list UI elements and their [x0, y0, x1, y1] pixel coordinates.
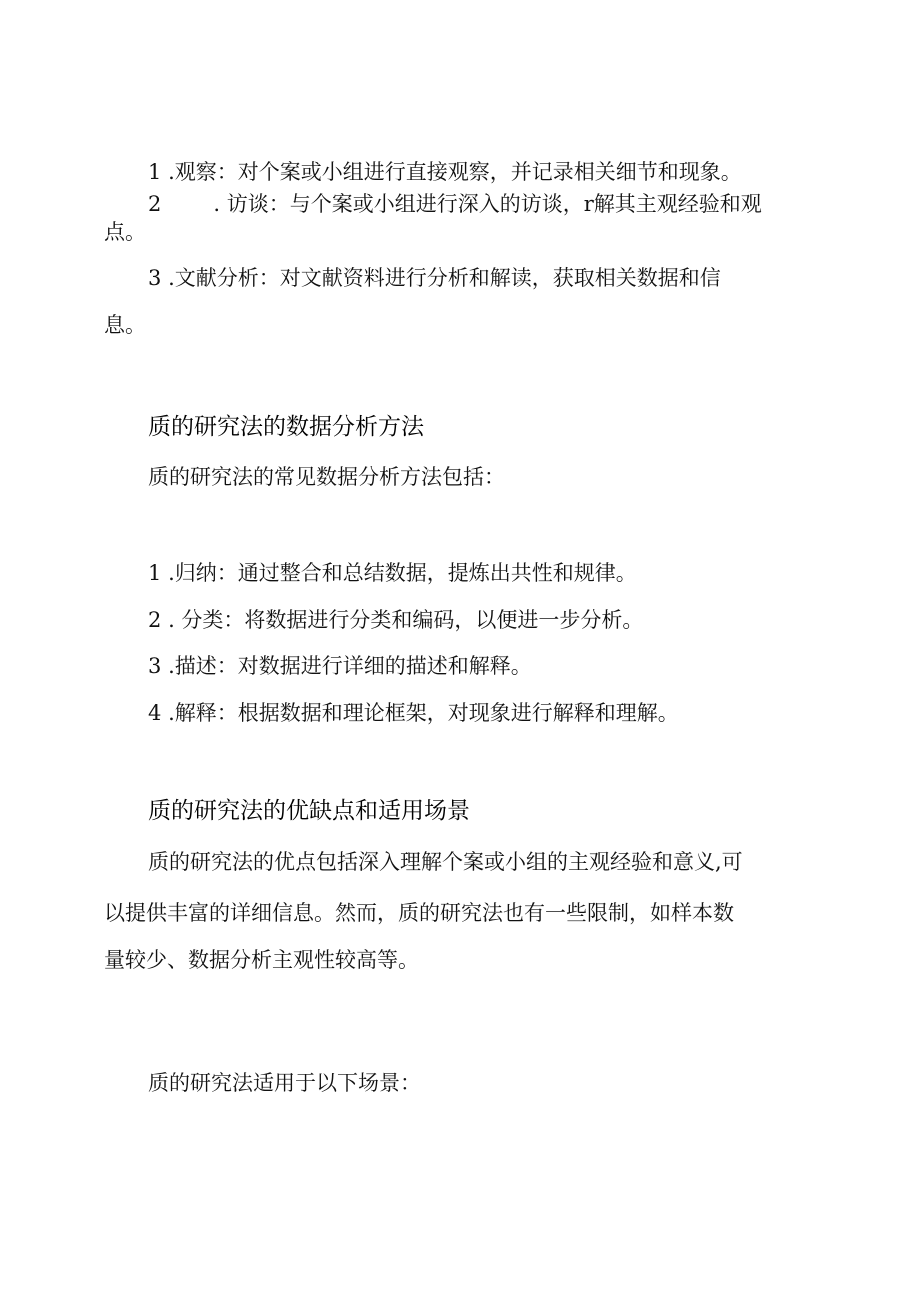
section-heading: 质的研究法的数据分析方法	[148, 414, 424, 440]
list-item	[148, 159, 742, 185]
list-item	[148, 265, 721, 291]
item-number: 2	[148, 608, 162, 632]
paragraph-line: 以提供丰富的详细信息。然而，质的研究法也有一些限制，如样本数	[104, 901, 734, 925]
item-number: 2	[148, 192, 162, 216]
item-text: .文献分析：对文献资料进行分析和解读，获取相关数据和信	[168, 266, 721, 290]
list-item	[148, 700, 679, 726]
item-number: 1	[148, 160, 162, 184]
item-text: .描述：对数据进行详细的描述和解释。	[168, 654, 532, 678]
list-item	[148, 653, 532, 679]
item-text: . 访谈：与个案或小组进行深入的访谈，r解其主观经验和观	[213, 192, 762, 216]
item-text: . 分类：将数据进行分类和编码，以便进一步分析。	[168, 608, 644, 632]
item-text: .归纳：通过整合和总结数据，提炼出共性和规律。	[168, 561, 637, 585]
list-item	[148, 191, 762, 217]
paragraph: 质的研究法的常见数据分析方法包括：	[148, 465, 505, 489]
list-item	[148, 607, 643, 633]
item-number: 3	[148, 654, 162, 678]
list-item-continuation: 息。	[104, 313, 146, 337]
item-number: 1	[148, 561, 162, 585]
item-number: 4	[148, 701, 162, 725]
paragraph: 质的研究法适用于以下场景：	[148, 1071, 421, 1095]
item-number: 3	[148, 266, 162, 290]
item-text: .观察：对个案或小组进行直接观察，并记录相关细节和现象。	[168, 160, 742, 184]
paragraph-line: 量较少、数据分析主观性较高等。	[104, 948, 419, 972]
list-item-continuation: 点。	[104, 220, 146, 244]
paragraph-line: 质的研究法的优点包括深入理解个案或小组的主观经验和意义,可	[148, 850, 743, 874]
list-item	[148, 560, 637, 586]
section-heading: 质的研究法的优缺点和适用场景	[148, 798, 470, 824]
item-text: .解释：根据数据和理论框架，对现象进行解释和理解。	[168, 701, 679, 725]
